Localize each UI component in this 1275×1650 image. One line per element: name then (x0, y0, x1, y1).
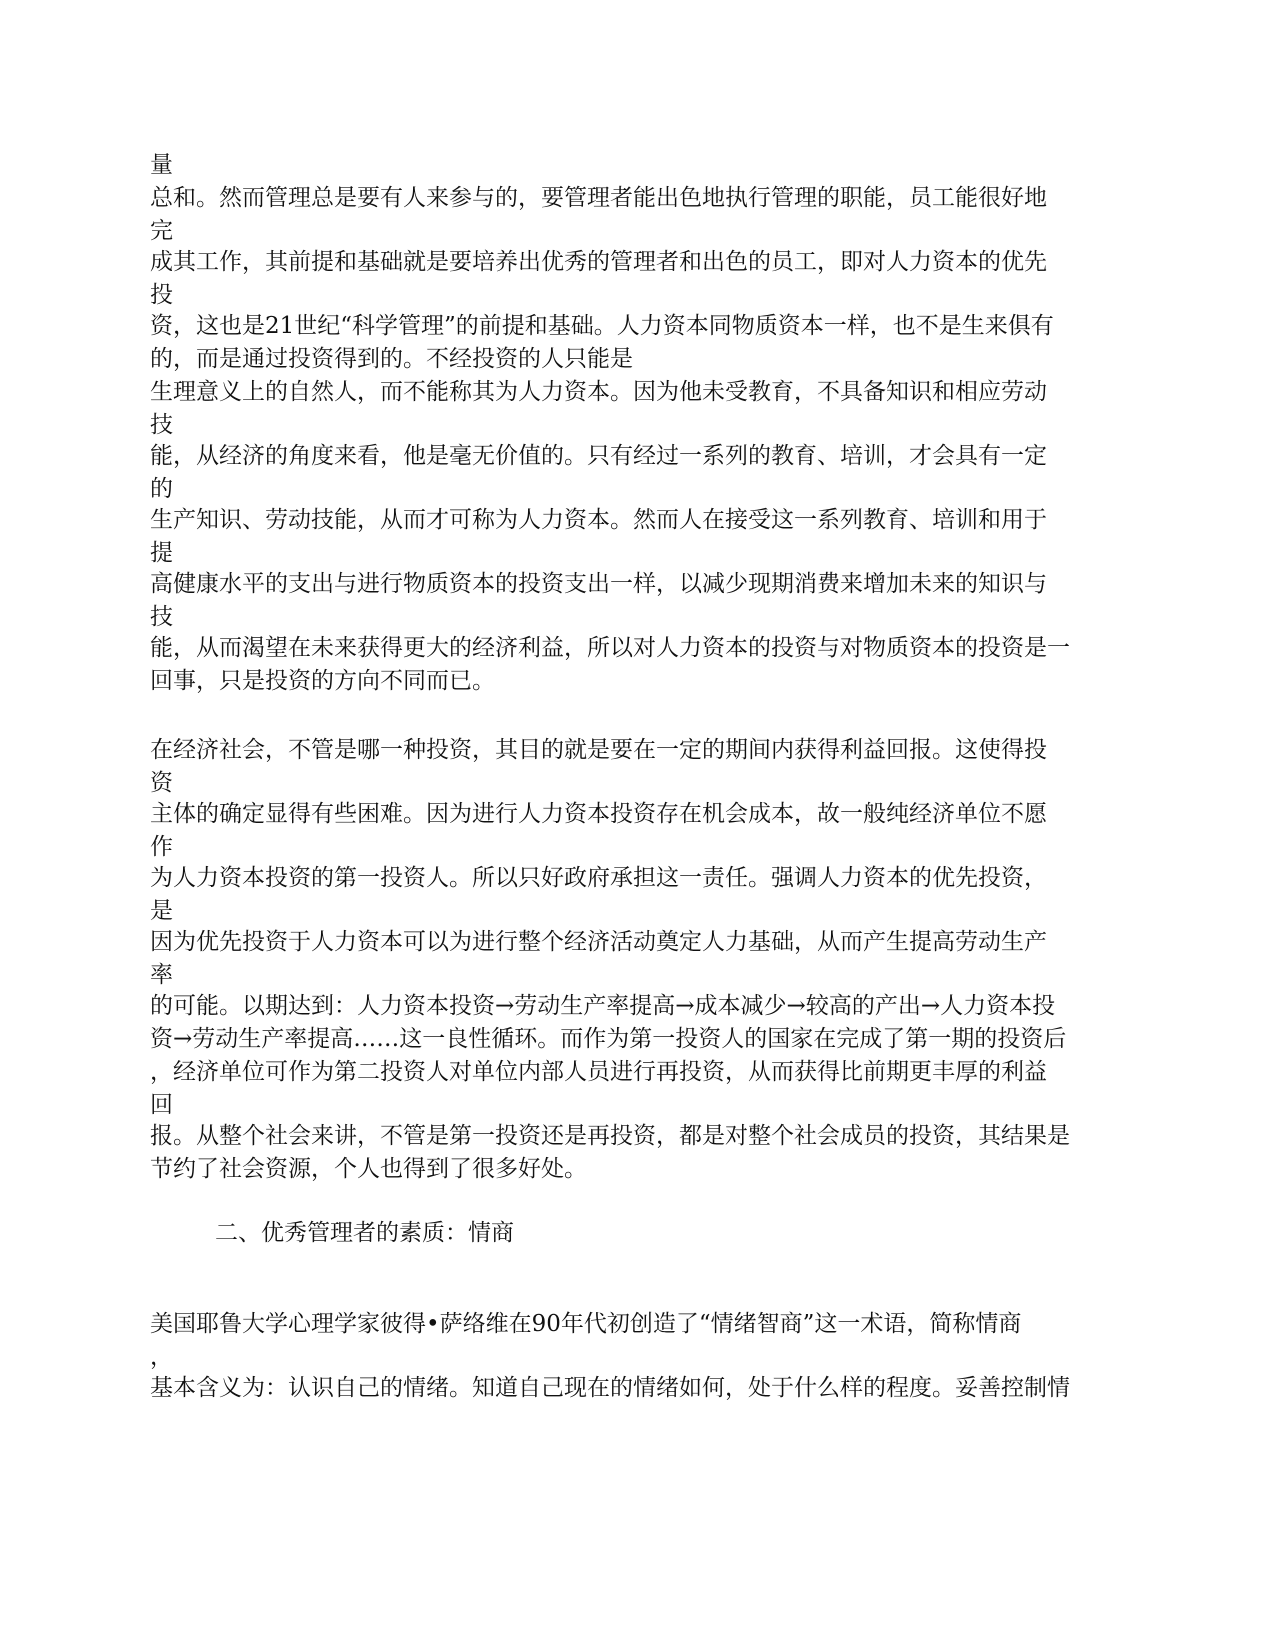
paragraph-gap (150, 1250, 1130, 1308)
paragraph-1 (150, 148, 1130, 698)
text-line: 基本含义为：认识自己的情绪。知道自己现在的情绪如何，处于什么样的程度。妥善控制情 (150, 1375, 1070, 1401)
text-line: 美国耶鲁大学心理学家彼得•萨络维在90年代初创造了“情绪智商”这一术语，简称情商 (150, 1311, 1022, 1337)
text-line-wrap: 回 (150, 1092, 173, 1118)
text-line: 生理意义上的自然人，而不能称其为人力资本。因为他未受教育，不具备知识和相应劳动 (150, 379, 1047, 405)
text-line: 为人力资本投资的第一投资人。所以只好政府承担这一责任。强调人力资本的优先投资， (150, 865, 1047, 891)
text-line: 资→劳动生产率提高……这一良性循环。而作为第一投资人的国家在完成了第一期的投资后 (150, 1026, 1067, 1052)
text-line: 高健康水平的支出与进行物质资本的投资支出一样，以减少现期消费来增加未来的知识与 (150, 571, 1047, 597)
section-heading: 二、优秀管理者的素质：情商 (215, 1220, 514, 1246)
paragraph-3 (150, 1308, 1130, 1404)
text-line: 因为优先投资于人力资本可以为进行整个经济活动奠定人力基础，从而产生提高劳动生产 (150, 929, 1047, 955)
text-line: 在经济社会，不管是哪一种投资，其目的就是要在一定的期间内获得利益回报。这使得投 (150, 737, 1047, 763)
text-line-wrap: 的 (150, 476, 173, 502)
text-line-wrap: 提 (150, 540, 173, 566)
text-line-wrap: 投 (150, 282, 173, 308)
text-line-wrap: 是 (150, 898, 173, 924)
paragraph-gap (150, 1186, 1130, 1216)
text-line: 能，从而渴望在未来获得更大的经济利益，所以对人力资本的投资与对物质资本的投资是一 回事，只是投资的方向不同而已。 (150, 635, 1070, 694)
text-line: 生产知识、劳动技能，从而才可称为人力资本。然而人在接受这一系列教育、培训和用于 (150, 507, 1047, 533)
paragraph-gap (150, 698, 1130, 734)
text-line-wrap: 资 (150, 770, 173, 796)
text-line-wrap: 技 (150, 604, 173, 630)
text-line: 成其工作，其前提和基础就是要培养出优秀的管理者和出色的员工，即对人力资本的优先 (150, 249, 1047, 275)
text-line-wrap: 技 (150, 412, 173, 438)
text-line-wrap: 作 (150, 834, 173, 860)
text-line: ，经济单位可作为第二投资人对单位内部人员进行再投资，从而获得比前期更丰厚的利益 (150, 1059, 1047, 1085)
text-line: 资，这也是21世纪“科学管理”的前提和基础。人力资本同物质资本一样，也不是生来俱有 的，而是通过投资得到的。不经投资的人只能是 (150, 313, 1054, 372)
text-line: 主体的确定显得有些困难。因为进行人力资本投资存在机会成本，故一般纯经济单位不愿 (150, 801, 1047, 827)
text-line-wrap: 完 (150, 218, 173, 244)
text-line-wrap: ， (150, 1344, 173, 1370)
text-line: 总和。然而管理总是要有人来参与的，要管理者能出色地执行管理的职能，员工能很好地 (150, 185, 1047, 211)
text-line: 量 (150, 152, 173, 178)
document-page (150, 148, 1130, 1404)
paragraph-2 (150, 734, 1130, 1186)
text-line-wrap: 率 (150, 962, 173, 988)
text-line: 的可能。以期达到：人力资本投资→劳动生产率提高→成本减少→较高的产出→人力资本投 (150, 993, 1056, 1019)
text-line: 能，从经济的角度来看，他是毫无价值的。只有经过一系列的教育、培训，才会具有一定 (150, 443, 1047, 469)
text-line: 报。从整个社会来讲，不管是第一投资还是再投资，都是对整个社会成员的投资，其结果是 节约了社会资源，个人也得到了很多好处。 (150, 1123, 1070, 1182)
